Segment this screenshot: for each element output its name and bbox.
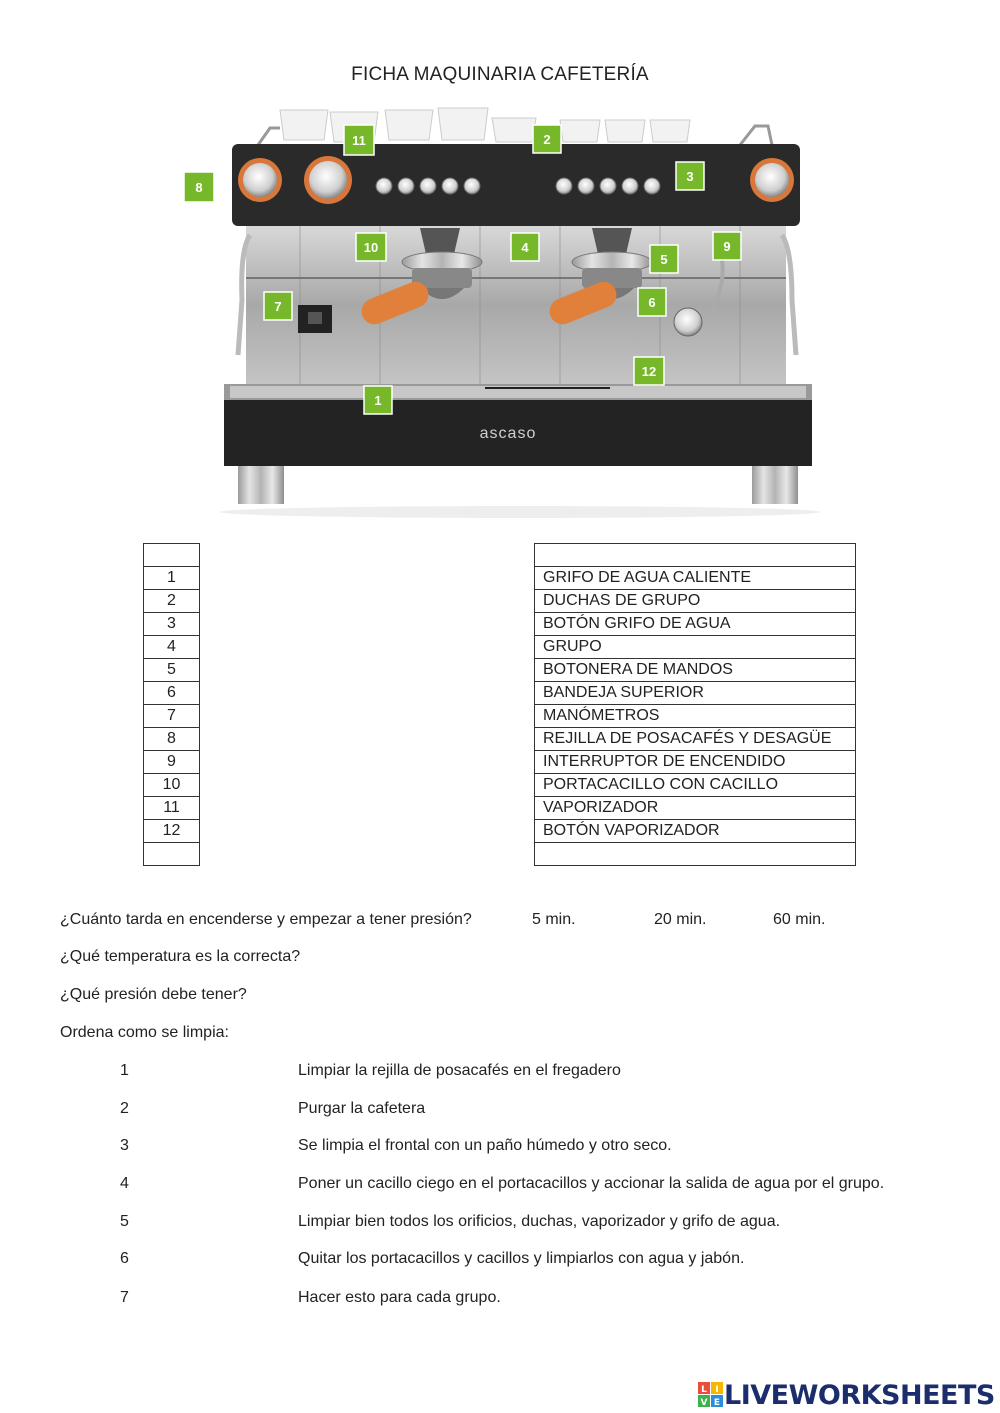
svg-text:11: 11 — [352, 133, 366, 148]
question-warmup-time: ¿Cuánto tarda en encenderse y empezar a tener presión? — [60, 911, 472, 928]
svg-text:2: 2 — [543, 132, 551, 147]
step-number[interactable]: 3 — [120, 1137, 129, 1154]
step-number[interactable]: 1 — [120, 1062, 129, 1079]
part-cell[interactable]: BANDEJA SUPERIOR — [535, 682, 856, 705]
number-cell: 9 — [144, 751, 200, 774]
number-cell: 2 — [144, 590, 200, 613]
marker-12 — [634, 357, 664, 385]
brand-label: ascaso — [479, 425, 537, 442]
svg-text:3: 3 — [686, 169, 694, 184]
question-temperature: ¿Qué temperatura es la correcta? — [60, 948, 301, 965]
marker-5 — [650, 245, 678, 273]
option-60-min[interactable]: 60 min. — [773, 911, 826, 928]
marker-10 — [356, 233, 386, 261]
number-cell: 3 — [144, 613, 200, 636]
number-cell: 11 — [144, 797, 200, 820]
svg-text:9: 9 — [723, 239, 731, 254]
number-cell: 6 — [144, 682, 200, 705]
cups-group — [280, 108, 690, 142]
espresso-machine-image — [180, 100, 820, 525]
marker-8 — [184, 172, 214, 202]
marker-4 — [511, 233, 539, 261]
svg-text:4: 4 — [521, 240, 529, 255]
step-text: Se limpia el frontal con un paño húmedo y otro seco. — [298, 1137, 672, 1154]
svg-text:V: V — [700, 1398, 708, 1408]
part-cell[interactable]: GRIFO DE AGUA CALIENTE — [535, 567, 856, 590]
svg-text:5: 5 — [660, 252, 668, 267]
part-cell[interactable]: GRUPO — [535, 636, 856, 659]
numbers-footer-cell[interactable] — [144, 843, 200, 866]
marker-2 — [533, 125, 561, 153]
marker-1 — [364, 386, 392, 414]
part-cell[interactable]: INTERRUPTOR DE ENCENDIDO — [535, 751, 856, 774]
part-cell[interactable]: MANÓMETROS — [535, 705, 856, 728]
step-text: Purgar la cafetera — [298, 1100, 426, 1117]
liveworksheets-mark-icon — [698, 1382, 724, 1408]
number-cell: 12 — [144, 820, 200, 843]
step-text: Quitar los portacacillos y cacillos y limpiarlos con agua y jabón. — [298, 1250, 745, 1267]
parts-header-cell[interactable] — [535, 544, 856, 567]
liveworksheets-text: LIVEWORKSHEETS — [724, 1379, 995, 1411]
part-cell[interactable]: VAPORIZADOR — [535, 797, 856, 820]
numbers-table — [143, 543, 200, 866]
svg-text:10: 10 — [363, 240, 379, 255]
number-cell: 10 — [144, 774, 200, 797]
parts-footer-cell[interactable] — [535, 843, 856, 866]
part-cell[interactable]: BOTÓN VAPORIZADOR — [535, 820, 856, 843]
parts-table — [534, 543, 856, 866]
step-text: Poner un cacillo ciego en el portacacillos y accionar la salida de agua por el grupo. — [298, 1175, 885, 1192]
svg-text:1: 1 — [374, 393, 382, 408]
svg-text:7: 7 — [274, 299, 282, 314]
svg-text:6: 6 — [648, 295, 656, 310]
step-text: Hacer esto para cada grupo. — [298, 1289, 501, 1306]
step-text: Limpiar bien todos los orificios, duchas, vaporizador y grifo de agua. — [298, 1213, 781, 1230]
option-5-min[interactable]: 5 min. — [532, 911, 576, 928]
numbers-header-cell[interactable] — [144, 544, 200, 567]
part-cell[interactable]: BOTÓN GRIFO DE AGUA — [535, 613, 856, 636]
part-cell[interactable]: DUCHAS DE GRUPO — [535, 590, 856, 613]
svg-text:L: L — [701, 1385, 707, 1395]
step-text: Limpiar la rejilla de posacafés en el fregadero — [298, 1062, 621, 1079]
marker-7 — [264, 292, 292, 320]
marker-6 — [638, 288, 666, 316]
svg-text:12: 12 — [641, 364, 657, 379]
step-number[interactable]: 5 — [120, 1213, 129, 1230]
part-cell[interactable]: REJILLA DE POSACAFÉS Y DESAGÜE — [535, 728, 856, 751]
page-title: FICHA MAQUINARIA CAFETERÍA — [351, 64, 649, 85]
step-number[interactable]: 7 — [120, 1289, 129, 1306]
option-20-min[interactable]: 20 min. — [654, 911, 707, 928]
number-cell: 5 — [144, 659, 200, 682]
number-cell: 1 — [144, 567, 200, 590]
number-cell: 7 — [144, 705, 200, 728]
marker-9 — [713, 232, 741, 260]
liveworksheets-logo[interactable] — [698, 1378, 995, 1412]
svg-text:E: E — [713, 1398, 721, 1408]
step-number[interactable]: 4 — [120, 1175, 129, 1192]
number-cell: 4 — [144, 636, 200, 659]
marker-11 — [344, 125, 374, 155]
part-cell[interactable]: PORTACACILLO CON CACILLO — [535, 774, 856, 797]
question-cleaning-order: Ordena como se limpia: — [60, 1024, 229, 1041]
step-number[interactable]: 6 — [120, 1250, 129, 1267]
svg-text:8: 8 — [195, 180, 203, 195]
svg-text:I: I — [715, 1385, 719, 1395]
marker-3 — [676, 162, 704, 190]
part-cell[interactable]: BOTONERA DE MANDOS — [535, 659, 856, 682]
number-cell: 8 — [144, 728, 200, 751]
step-number[interactable]: 2 — [120, 1100, 129, 1117]
question-pressure: ¿Qué presión debe tener? — [60, 986, 247, 1003]
